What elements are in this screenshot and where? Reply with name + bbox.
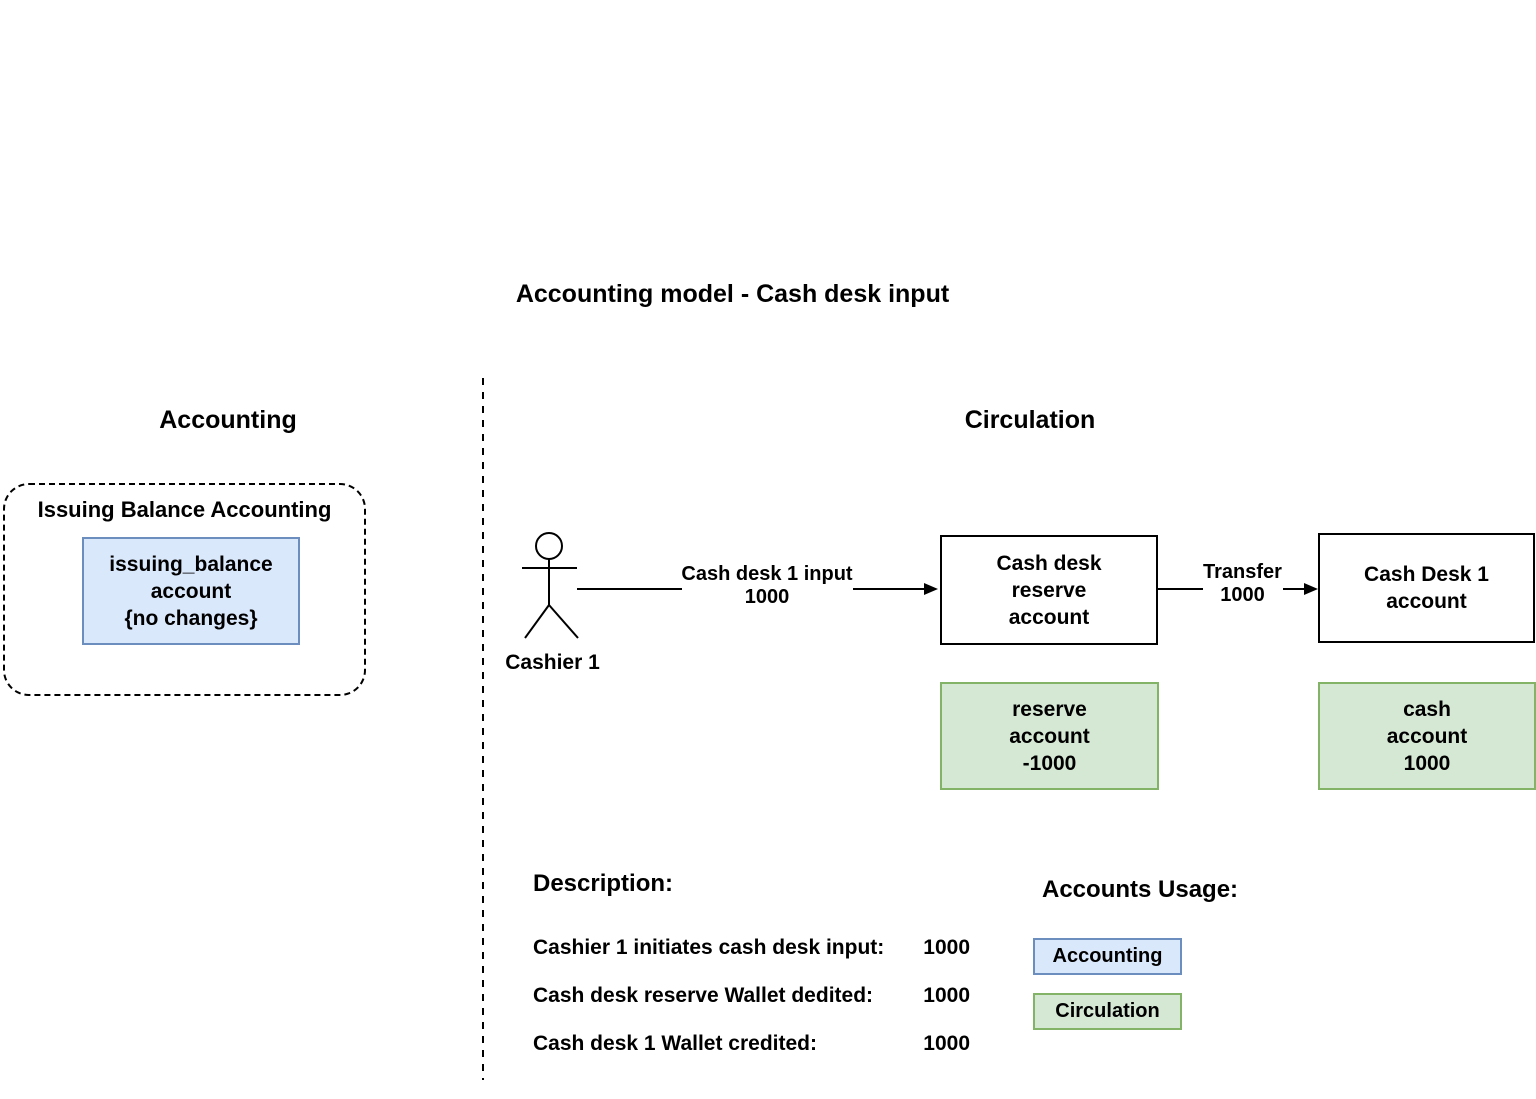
node-line: 1000 — [1403, 751, 1451, 775]
node-line: reserve — [1011, 578, 1087, 602]
circulation-section-header: Circulation — [964, 406, 1096, 434]
node-line: cash — [1403, 697, 1451, 721]
flow1-edge-label — [672, 563, 862, 609]
description-row-label: Cash desk 1 Wallet credited: — [533, 1032, 817, 1055]
legend-item-label: Circulation — [1055, 1000, 1160, 1022]
node-line: Cash Desk 1 — [1364, 563, 1489, 586]
cash-account-result-node — [1318, 682, 1536, 790]
node-line: account — [150, 579, 232, 603]
legend-item-label: Accounting — [1052, 945, 1163, 967]
actor-icon — [522, 533, 578, 638]
issuing-balance-account-node — [82, 537, 300, 645]
transfer-label-text: Transfer — [1203, 561, 1282, 583]
legend-item-circulation — [1033, 993, 1182, 1030]
description-row-value: 1000 — [923, 1032, 970, 1055]
legend-heading: Accounts Usage: — [1042, 876, 1239, 903]
cash-desk-reserve-account-node — [940, 535, 1158, 645]
node-line: issuing_balance — [109, 552, 273, 576]
description-row — [533, 984, 970, 1008]
description-row — [533, 1032, 970, 1056]
actor-label: Cashier 1 — [505, 651, 600, 674]
description-row — [533, 936, 970, 960]
node-line: account — [1386, 590, 1467, 613]
description-row-label: Cash desk reserve Wallet dedited: — [533, 984, 874, 1007]
transfer-amount: 1000 — [1220, 584, 1265, 606]
description-row-value: 1000 — [923, 936, 970, 959]
node-line: account — [1009, 724, 1090, 748]
accounting-section-header: Accounting — [159, 406, 297, 434]
transfer-edge-label — [1160, 561, 1325, 607]
node-line: -1000 — [1022, 751, 1077, 775]
node-line: {no changes} — [124, 606, 258, 630]
node-line: reserve — [1012, 697, 1087, 721]
issuing-balance-group-label: Issuing Balance Accounting — [37, 497, 332, 522]
page-title: Accounting model - Cash desk input — [515, 280, 950, 308]
description-row-value: 1000 — [923, 984, 970, 1007]
flow1-amount: 1000 — [744, 586, 790, 608]
description-row-label: Cashier 1 initiates cash desk input: — [533, 936, 885, 959]
reserve-account-result-node — [940, 682, 1159, 790]
description-heading: Description: — [533, 870, 674, 897]
cash-desk-1-account-node — [1318, 533, 1535, 643]
flow1-label-text: Cash desk 1 input — [681, 563, 853, 585]
node-line: Cash desk — [996, 551, 1102, 575]
node-line: account — [1386, 724, 1468, 748]
legend-item-accounting — [1033, 938, 1182, 975]
node-line: account — [1008, 605, 1090, 629]
